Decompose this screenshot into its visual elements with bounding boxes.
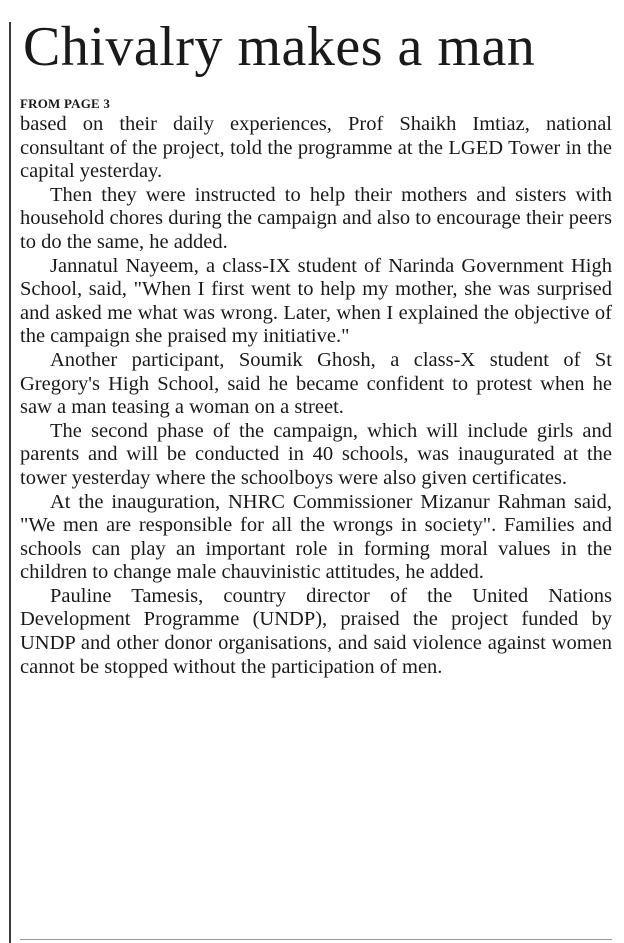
jump-label: FROM PAGE 3: [20, 96, 111, 111]
paragraph-2: Then they were instructed to help their mothers and sisters with household chores during the campaign and also to encourage their peers to do the same, he added.: [20, 183, 612, 253]
paragraph-3: Jannatul Nayeem, a class-IX student of Narinda Government High School, said, "When I first went to help my mother, she was surprised and asked me what was wrong. Later, when I explained the objective of the campaign she praised my initiative.": [20, 254, 612, 348]
paragraph-6: At the inauguration, NHRC Commissioner Mizanur Rahman said, "We men are responsible for all the wrongs in society". Families and schools can play an important role in forming moral values in the children to change male chauvinistic attitudes, he added.: [20, 490, 612, 584]
paragraph-5: The second phase of the campaign, which will include girls and parents and will be conducted in 40 schools, was inaugurated at the tower yesterday where the schoolboys were also given certificates.: [20, 419, 612, 489]
column-rule-left: [9, 22, 11, 943]
headline: Chivalry makes a man: [23, 16, 536, 78]
news-article: [20, 16, 612, 679]
article-body: [20, 113, 612, 679]
column-rule-bottom: [20, 939, 612, 940]
paragraph-7: Pauline Tamesis, country director of the United Nations Development Programme (UNDP), praised the project funded by UNDP and other donor organisations, and said violence against women cannot be stopped without the participation of men.: [20, 584, 612, 678]
paragraph-1: based on their daily experiences, Prof Shaikh Imtiaz, national consultant of the project, told the programme at the LGED Tower in the capital yesterday.: [20, 113, 612, 183]
paragraph-4: Another participant, Soumik Ghosh, a class-X student of St Gregory's High School, said he became confident to protest when he saw a man teasing a woman on a street.: [20, 348, 612, 419]
